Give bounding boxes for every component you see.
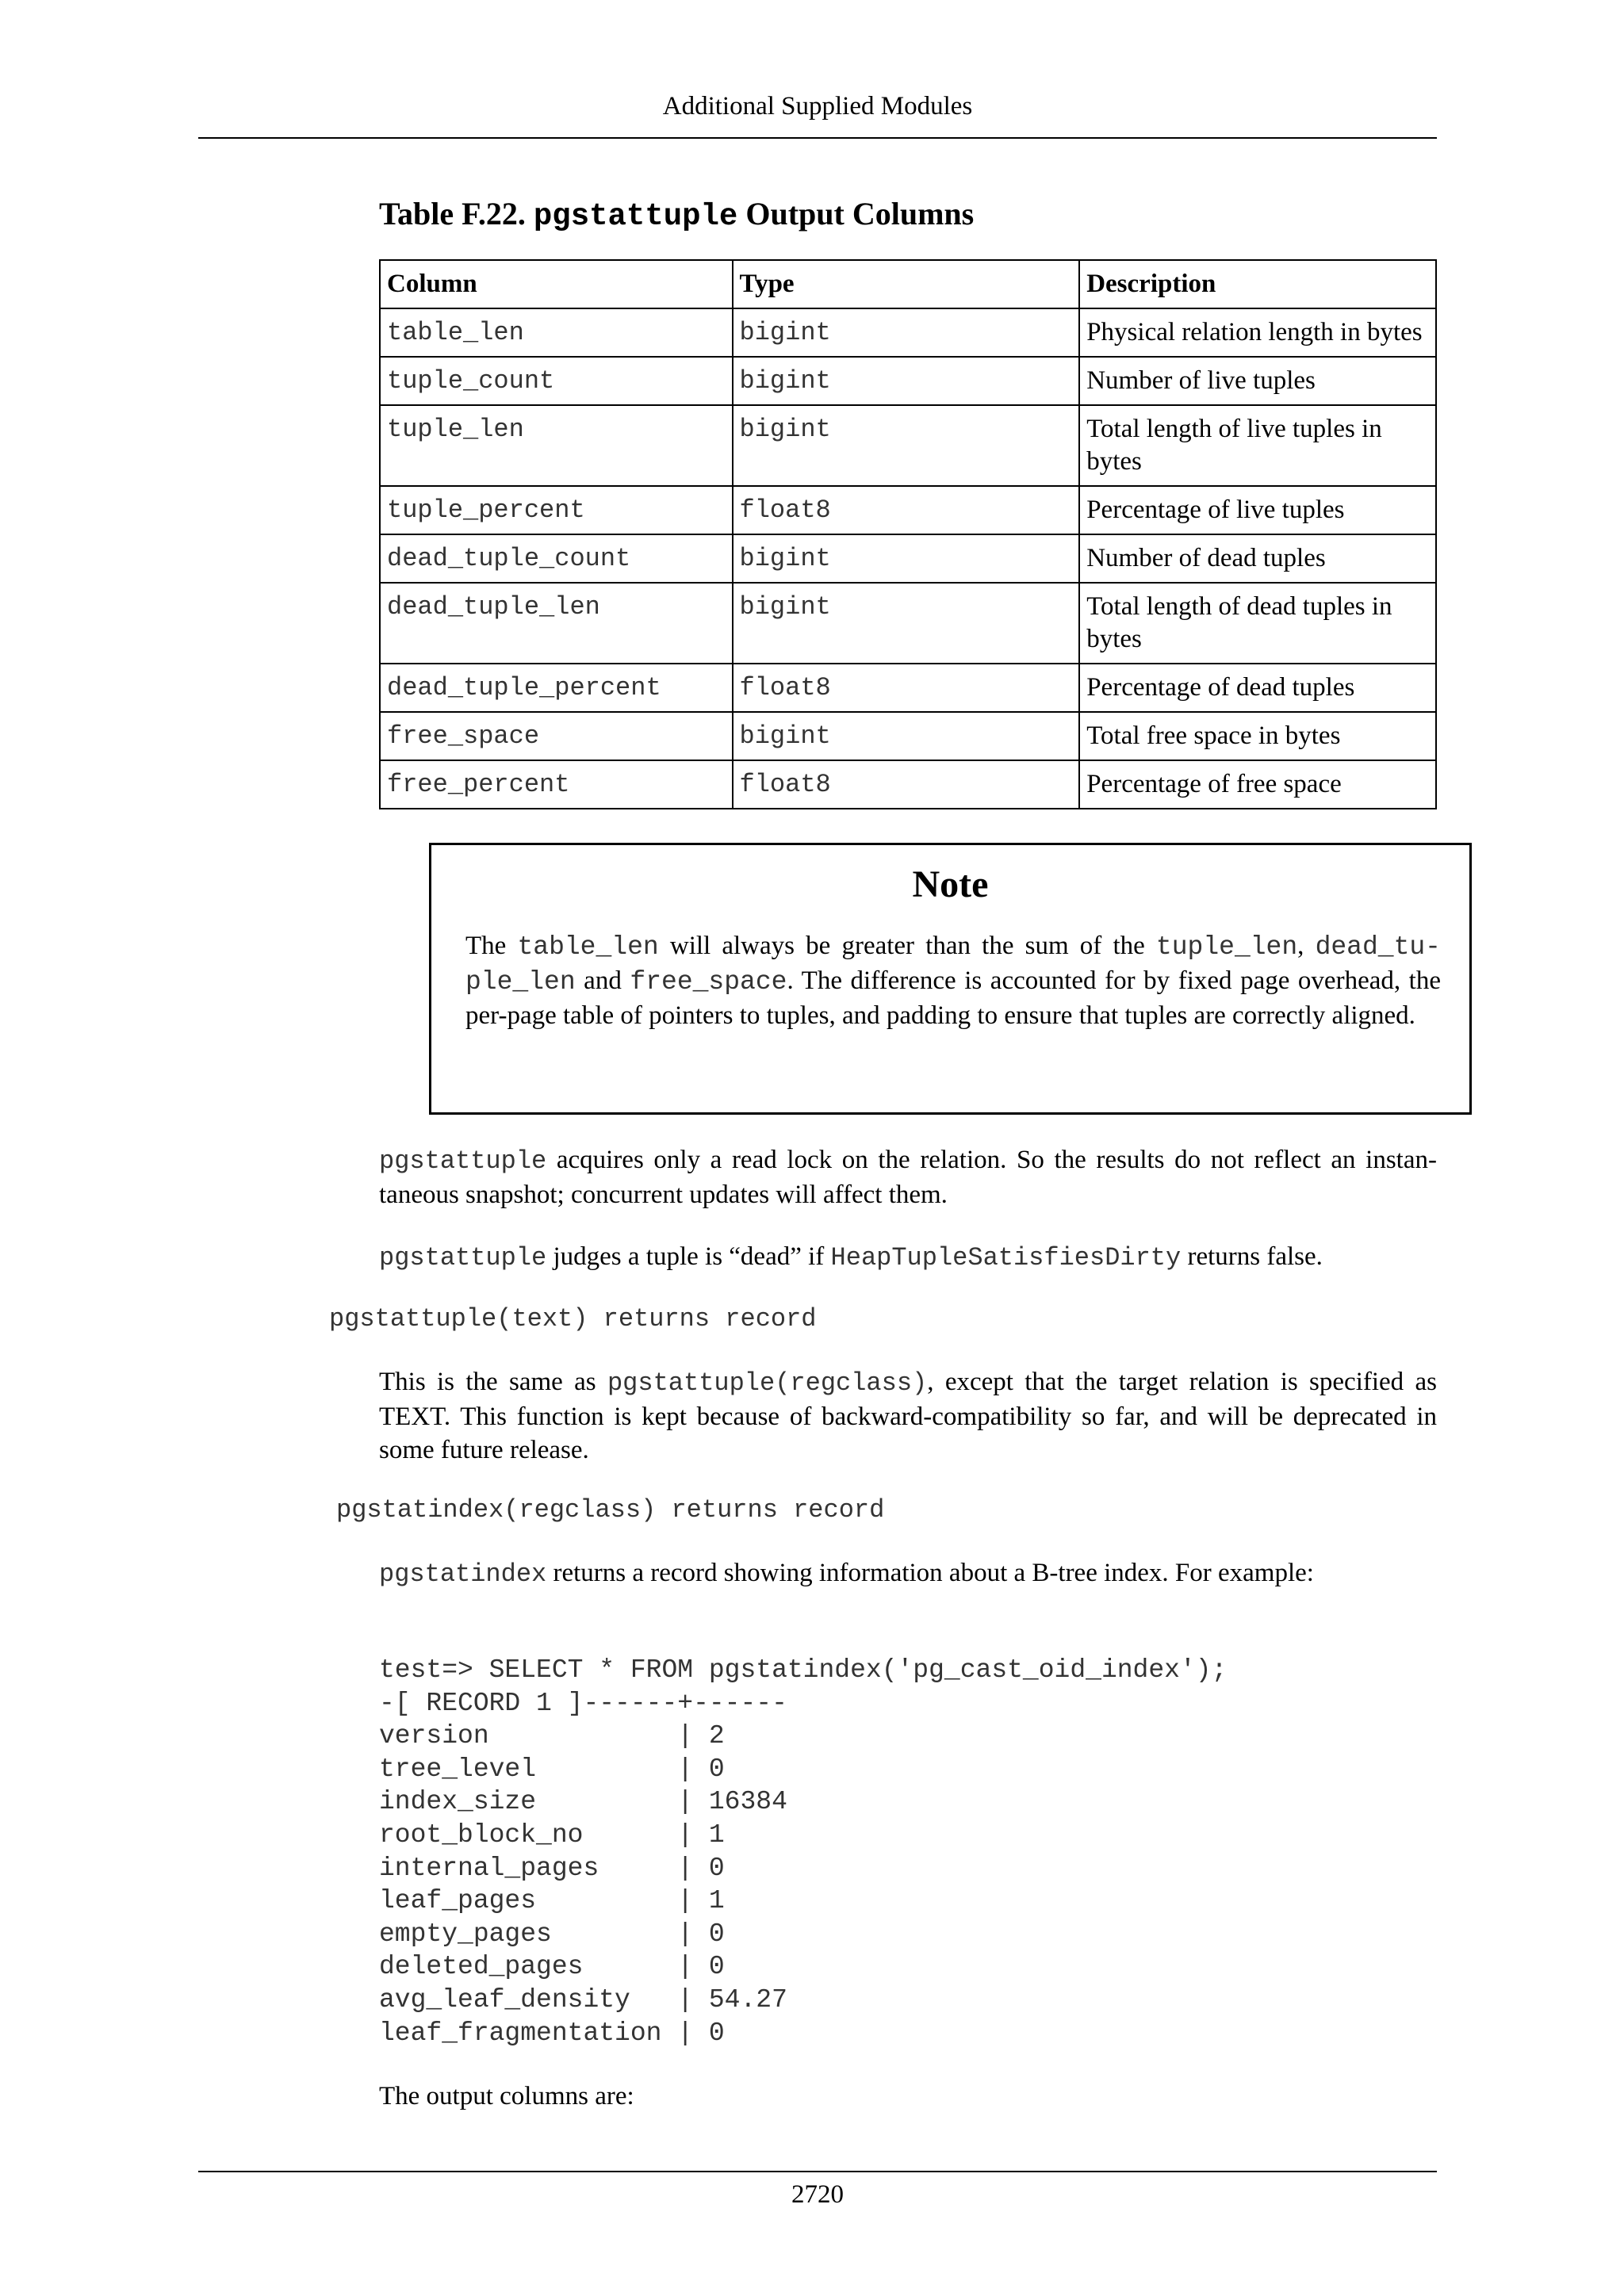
table-title-prefix: Table F.22. bbox=[379, 196, 526, 232]
paragraph-same-as bbox=[379, 1365, 1437, 1467]
header-rule bbox=[198, 137, 1437, 139]
note-text: . The difference is accounted for by fixed page overhead, the per-page table of pointers to tuples, and padding to ensure that tuples are correctly aligned. bbox=[465, 966, 1441, 1030]
paragraph-pgstatindex bbox=[379, 1556, 1437, 1591]
running-header: Additional Supplied Modules bbox=[662, 92, 973, 121]
cell-column: tuple_percent bbox=[380, 486, 733, 534]
cell-description: Percentage of dead tuples bbox=[1079, 664, 1436, 712]
note-text: and bbox=[575, 966, 630, 995]
table-row bbox=[380, 712, 1436, 760]
table-row bbox=[380, 357, 1436, 405]
description-header: Description bbox=[1079, 260, 1436, 308]
cell-column: tuple_len bbox=[380, 405, 733, 486]
cell-type: bigint bbox=[733, 405, 1080, 486]
code-line: leaf_fragmentation | 0 bbox=[379, 2018, 725, 2048]
cell-type: bigint bbox=[733, 534, 1080, 583]
note-code: tuple_len bbox=[1155, 932, 1298, 962]
code-line: leaf_pages | 1 bbox=[379, 1886, 725, 1916]
cell-column: free_space bbox=[380, 712, 733, 760]
note-code: free_space bbox=[630, 967, 787, 997]
paragraph-text: acquires only a read lock on the relation. So the results do not reflect an instan-taneous snapshot; concurrent updates will affect them. bbox=[379, 1146, 1437, 1209]
cell-type: bigint bbox=[733, 712, 1080, 760]
type-header: Type bbox=[733, 260, 1080, 308]
table-title-suffix: Output Columns bbox=[745, 196, 975, 232]
code-line: internal_pages | 0 bbox=[379, 1853, 725, 1883]
inline-code: pgstattuple bbox=[379, 1243, 547, 1272]
cell-type: float8 bbox=[733, 760, 1080, 809]
cell-description: Number of live tuples bbox=[1079, 357, 1436, 405]
table-row bbox=[380, 405, 1436, 486]
code-line: version | 2 bbox=[379, 1721, 725, 1751]
inline-code: HeapTupleSatisfiesDirty bbox=[830, 1243, 1182, 1272]
paragraph-text: returns false. bbox=[1181, 1242, 1323, 1271]
footer-rule bbox=[198, 2171, 1437, 2172]
cell-type: bigint bbox=[733, 308, 1080, 357]
cell-description: Total length of dead tuples in bytes bbox=[1079, 583, 1436, 664]
function-signature-pgstattuple-text: pgstattuple(text) returns record bbox=[329, 1304, 817, 1334]
cell-column: table_len bbox=[380, 308, 733, 357]
cell-type: float8 bbox=[733, 486, 1080, 534]
note-text: will always be greater than the sum of the bbox=[658, 932, 1156, 960]
paragraph-text: judges a tuple is “dead” if bbox=[546, 1242, 831, 1271]
cell-column: tuple_count bbox=[380, 357, 733, 405]
code-line: tree_level | 0 bbox=[379, 1754, 725, 1784]
cell-description: Number of dead tuples bbox=[1079, 534, 1436, 583]
cell-description: Total length of live tuples in bytes bbox=[1079, 405, 1436, 486]
inline-code: pgstattuple bbox=[379, 1146, 547, 1176]
code-line: index_size | 16384 bbox=[379, 1787, 787, 1817]
cell-column: dead_tuple_percent bbox=[380, 664, 733, 712]
table-title-code: pgstattuple bbox=[533, 199, 738, 234]
cell-description: Total free space in bytes bbox=[1079, 712, 1436, 760]
code-example bbox=[379, 1654, 1227, 2049]
code-line: root_block_no | 1 bbox=[379, 1820, 725, 1850]
note-body bbox=[465, 929, 1441, 1032]
function-signature-pgstatindex: pgstatindex(regclass) returns record bbox=[336, 1495, 885, 1525]
code-line: test=> SELECT * FROM pgstatindex('pg_cast_oid_index'); bbox=[379, 1655, 1228, 1685]
code-line: empty_pages | 0 bbox=[379, 1919, 725, 1949]
cell-type: float8 bbox=[733, 664, 1080, 712]
cell-description: Physical relation length in bytes bbox=[1079, 308, 1436, 357]
code-line: deleted_pages | 0 bbox=[379, 1952, 725, 1982]
note-title: Note bbox=[912, 863, 989, 905]
cell-column: dead_tuple_len bbox=[380, 583, 733, 664]
paragraph-dead-tuple bbox=[379, 1240, 1437, 1275]
table-row bbox=[380, 583, 1436, 664]
column-header: Column bbox=[380, 260, 733, 308]
paragraph-text: returns a record showing information about a B-tree index. For example: bbox=[546, 1559, 1314, 1587]
table-header-row bbox=[380, 260, 1436, 308]
table-row bbox=[380, 760, 1436, 809]
inline-code: pgstattuple(regclass) bbox=[607, 1368, 928, 1398]
table-title bbox=[379, 192, 974, 239]
note-text: The bbox=[465, 932, 518, 960]
note-code: table_len bbox=[517, 932, 659, 962]
note-text: , bbox=[1297, 932, 1316, 960]
paragraph-text: This is the same as bbox=[379, 1368, 607, 1396]
note-code: dead_tu-ple_len bbox=[465, 932, 1441, 997]
page-number: 2720 bbox=[791, 2180, 844, 2209]
output-columns-table bbox=[379, 259, 1437, 809]
table-row bbox=[380, 534, 1436, 583]
table-row bbox=[380, 486, 1436, 534]
note-box bbox=[429, 843, 1472, 1115]
code-line: avg_leaf_density | 54.27 bbox=[379, 1984, 787, 2015]
table-row bbox=[380, 664, 1436, 712]
cell-type: bigint bbox=[733, 357, 1080, 405]
cell-description: Percentage of live tuples bbox=[1079, 486, 1436, 534]
table-row bbox=[380, 308, 1436, 357]
cell-column: free_percent bbox=[380, 760, 733, 809]
paragraph-read-lock bbox=[379, 1143, 1437, 1211]
cell-description: Percentage of free space bbox=[1079, 760, 1436, 809]
inline-code: pgstatindex bbox=[379, 1559, 547, 1589]
paragraph-text: , except that the target relation is specified as TEXT. This function is kept because of backward-compatibility so far, and will be deprecated in some future release. bbox=[379, 1368, 1437, 1464]
code-line: -[ RECORD 1 ]------+------ bbox=[379, 1688, 787, 1718]
cell-type: bigint bbox=[733, 583, 1080, 664]
cell-column: dead_tuple_count bbox=[380, 534, 733, 583]
paragraph-output-columns: The output columns are: bbox=[379, 2082, 634, 2110]
